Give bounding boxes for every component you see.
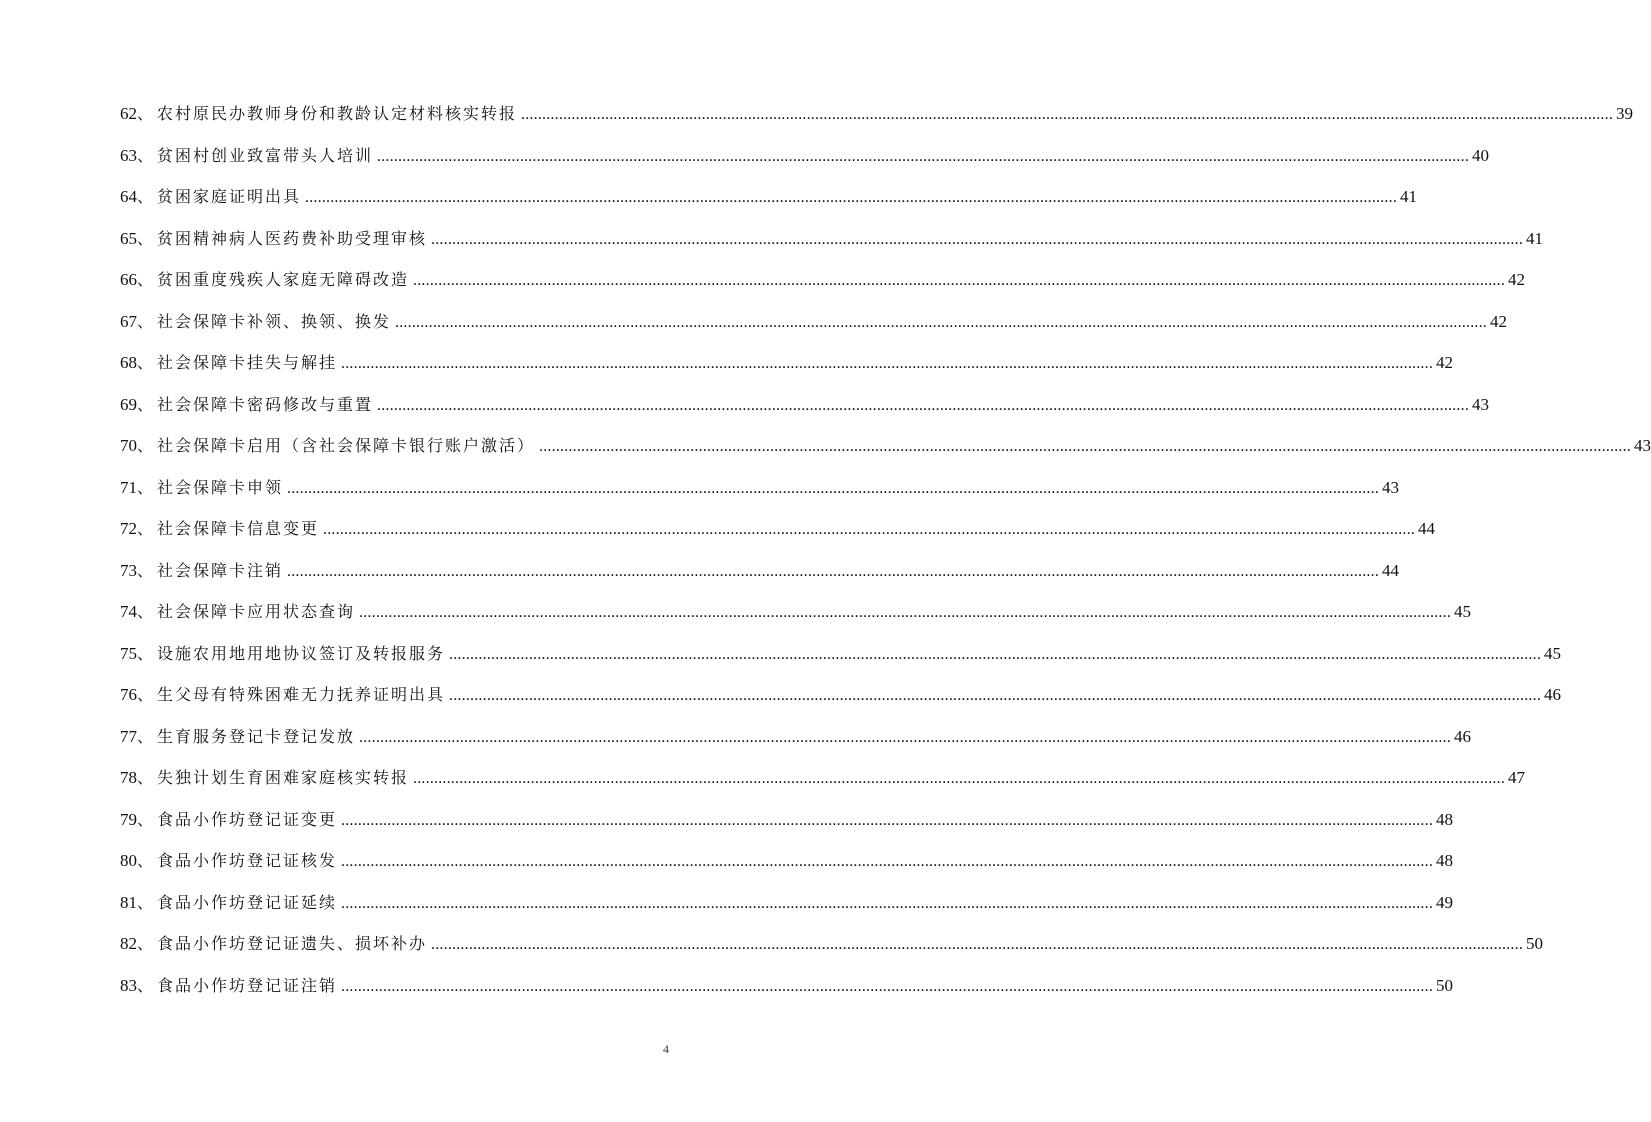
toc-entry-page: 40 [1472,145,1490,165]
toc-entry[interactable] [120,599,1472,641]
toc-entry-separator: 、 [137,270,154,289]
toc-entry-separator: 、 [137,104,154,123]
toc-entry-separator: 、 [137,228,154,248]
toc-entry-page: 45 [1454,602,1472,621]
toc-entry-separator: 、 [137,768,154,787]
toc-entry-title: 贫困村创业致富带头人培训 [157,145,374,165]
toc-entry-title: 社会保障卡申领 [157,477,284,497]
toc-entry-page: 48 [1436,809,1454,829]
toc-dot-leader: .................................................................................................................................................................................................................................................................... [341,811,1434,829]
toc-entry-page: 50 [1526,934,1544,953]
toc-entry[interactable] [120,724,1472,766]
toc-entry-title: 贫困重度残疾人家庭无障碍改造 [157,270,410,289]
toc-entry-number: 66 [120,270,137,289]
toc-entry-number: 70 [120,436,137,455]
toc-entry-title: 失独计划生育困难家庭核实转报 [157,768,410,787]
toc-entry-number: 62 [120,104,137,123]
toc-entry[interactable] [120,475,1400,517]
toc-entry-page: 45 [1544,643,1562,663]
toc-entry-number: 80 [120,851,137,870]
toc-entry-separator: 、 [137,353,154,372]
toc-entry-number: 74 [120,602,137,621]
toc-dot-leader: .................................................................................................................................................................................................................................................................... [377,147,1470,165]
toc-dot-leader: .................................................................................................................................................................................................................................................................... [341,977,1434,995]
toc-entry-page: 44 [1418,519,1436,538]
toc-entry[interactable] [120,101,1634,143]
toc-entry-page: 42 [1490,311,1508,331]
toc-entry-page: 50 [1436,975,1454,995]
toc-entry-page: 47 [1508,768,1526,787]
toc-entry[interactable] [120,931,1544,973]
toc-entry[interactable] [120,143,1490,185]
toc-dot-leader: .................................................................................................................................................................................................................................................................... [341,894,1434,912]
toc-entry-page: 39 [1616,104,1634,123]
toc-entry-title: 社会保障卡补领、换领、换发 [157,311,392,331]
toc-entry-number: 64 [120,187,137,206]
toc-entry[interactable] [120,267,1526,309]
toc-entry-page: 43 [1472,394,1490,414]
toc-entry[interactable] [120,848,1454,890]
toc-entry-separator: 、 [137,809,154,829]
toc-entry-separator: 、 [137,726,154,746]
toc-dot-leader: .................................................................................................................................................................................................................................................................... [449,687,1542,704]
toc-entry-separator: 、 [137,560,154,580]
toc-entry-page: 48 [1436,851,1454,870]
toc-entry[interactable] [120,309,1508,351]
toc-entry-title: 食品小作坊登记证变更 [157,809,338,829]
toc-entry-page: 49 [1436,892,1454,912]
toc-entry-separator: 、 [137,643,154,663]
toc-entry-number: 83 [120,975,137,995]
toc-dot-leader: .................................................................................................................................................................................................................................................................... [431,936,1524,953]
toc-entry-title: 农村原民办教师身份和教龄认定材料核实转报 [157,104,518,123]
toc-dot-leader: .................................................................................................................................................................................................................................................................... [413,272,1506,289]
toc-entry-separator: 、 [137,519,154,538]
toc-entry-page: 46 [1454,726,1472,746]
toc-entry-number: 67 [120,311,137,331]
toc-entry-title: 社会保障卡密码修改与重置 [157,394,374,414]
toc-entry[interactable] [120,682,1562,724]
toc-entry-separator: 、 [137,436,154,455]
toc-entry-page: 41 [1400,187,1418,206]
toc-entry[interactable] [120,226,1544,268]
toc-entry-title: 社会保障卡信息变更 [157,519,320,538]
toc-entry[interactable] [120,890,1454,932]
toc-entry[interactable] [120,184,1418,226]
toc-entry-number: 82 [120,934,137,953]
toc-entry-page: 41 [1526,228,1544,248]
toc-entry-title: 社会保障卡挂失与解挂 [157,353,338,372]
toc-dot-leader: .................................................................................................................................................................................................................................................................... [305,189,1398,206]
toc-entry-number: 71 [120,477,137,497]
toc-entry-title: 社会保障卡启用（含社会保障卡银行账户激活） [157,436,536,455]
toc-dot-leader: .................................................................................................................................................................................................................................................................... [359,604,1452,621]
toc-entry[interactable] [120,641,1562,683]
toc-entry-separator: 、 [137,851,154,870]
toc-entry-number: 65 [120,228,137,248]
toc-dot-leader: .................................................................................................................................................................................................................................................................... [521,106,1614,123]
toc-entry[interactable] [120,807,1454,849]
toc-entry-page: 46 [1544,685,1562,704]
toc-dot-leader: .................................................................................................................................................................................................................................................................... [323,521,1416,538]
toc-entry-title: 贫困家庭证明出具 [157,187,302,206]
toc-entry-number: 77 [120,726,137,746]
toc-entry-title: 食品小作坊登记证注销 [157,975,338,995]
toc-entry-title: 设施农用地用地协议签订及转报服务 [157,643,446,663]
toc-entry-page: 42 [1508,270,1526,289]
toc-dot-leader: .................................................................................................................................................................................................................................................................... [377,396,1470,414]
toc-entry-separator: 、 [137,602,154,621]
toc-entry-separator: 、 [137,394,154,414]
toc-entry-page: 43 [1382,477,1400,497]
toc-dot-leader: .................................................................................................................................................................................................................................................................... [395,313,1488,331]
toc-entry-title: 贫困精神病人医药费补助受理审核 [157,228,428,248]
toc-entry-number: 68 [120,353,137,372]
toc-entry-title: 生父母有特殊困难无力抚养证明出具 [157,685,446,704]
toc-entry-separator: 、 [137,892,154,912]
toc-entry-page: 44 [1382,560,1400,580]
toc-entry-title: 社会保障卡应用状态查询 [157,602,356,621]
toc-entry-separator: 、 [137,187,154,206]
toc-entry-number: 63 [120,145,137,165]
toc-dot-leader: .................................................................................................................................................................................................................................................................... [341,355,1434,372]
toc-entry-title: 社会保障卡注销 [157,560,284,580]
toc-dot-leader: .................................................................................................................................................................................................................................................................... [539,438,1632,455]
toc-dot-leader: .................................................................................................................................................................................................................................................................... [449,645,1542,663]
toc-entry[interactable] [120,433,1651,475]
toc-entry-number: 81 [120,892,137,912]
toc-entry-number: 75 [120,643,137,663]
toc-entry-title: 生育服务登记卡登记发放 [157,726,356,746]
toc-dot-leader: .................................................................................................................................................................................................................................................................... [359,728,1452,746]
toc-dot-leader: .................................................................................................................................................................................................................................................................... [287,562,1380,580]
toc-dot-leader: .................................................................................................................................................................................................................................................................... [413,770,1506,787]
toc-entry-separator: 、 [137,975,154,995]
page-number: 4 [663,1042,669,1056]
table-of-contents [120,101,1651,1014]
toc-entry[interactable] [120,516,1436,558]
toc-entry[interactable] [120,558,1400,600]
toc-entry-number: 79 [120,809,137,829]
toc-entry-separator: 、 [137,934,154,953]
toc-entry[interactable] [120,765,1526,807]
toc-entry-separator: 、 [137,145,154,165]
toc-entry-number: 78 [120,768,137,787]
toc-entry-number: 73 [120,560,137,580]
toc-entry[interactable] [120,350,1454,392]
toc-entry-page: 42 [1436,353,1454,372]
toc-entry-number: 69 [120,394,137,414]
toc-entry[interactable] [120,392,1490,434]
toc-entry-separator: 、 [137,311,154,331]
toc-entry[interactable] [120,973,1454,1015]
toc-dot-leader: .................................................................................................................................................................................................................................................................... [341,853,1434,870]
toc-entry-separator: 、 [137,685,154,704]
toc-entry-number: 72 [120,519,137,538]
toc-dot-leader: .................................................................................................................................................................................................................................................................... [287,479,1380,497]
toc-entry-title: 食品小作坊登记证核发 [157,851,338,870]
toc-dot-leader: .................................................................................................................................................................................................................................................................... [431,230,1524,248]
toc-entry-number: 76 [120,685,137,704]
toc-entry-title: 食品小作坊登记证遗失、损坏补办 [157,934,428,953]
toc-entry-separator: 、 [137,477,154,497]
toc-entry-page: 43 [1634,436,1651,455]
toc-entry-title: 食品小作坊登记证延续 [157,892,338,912]
